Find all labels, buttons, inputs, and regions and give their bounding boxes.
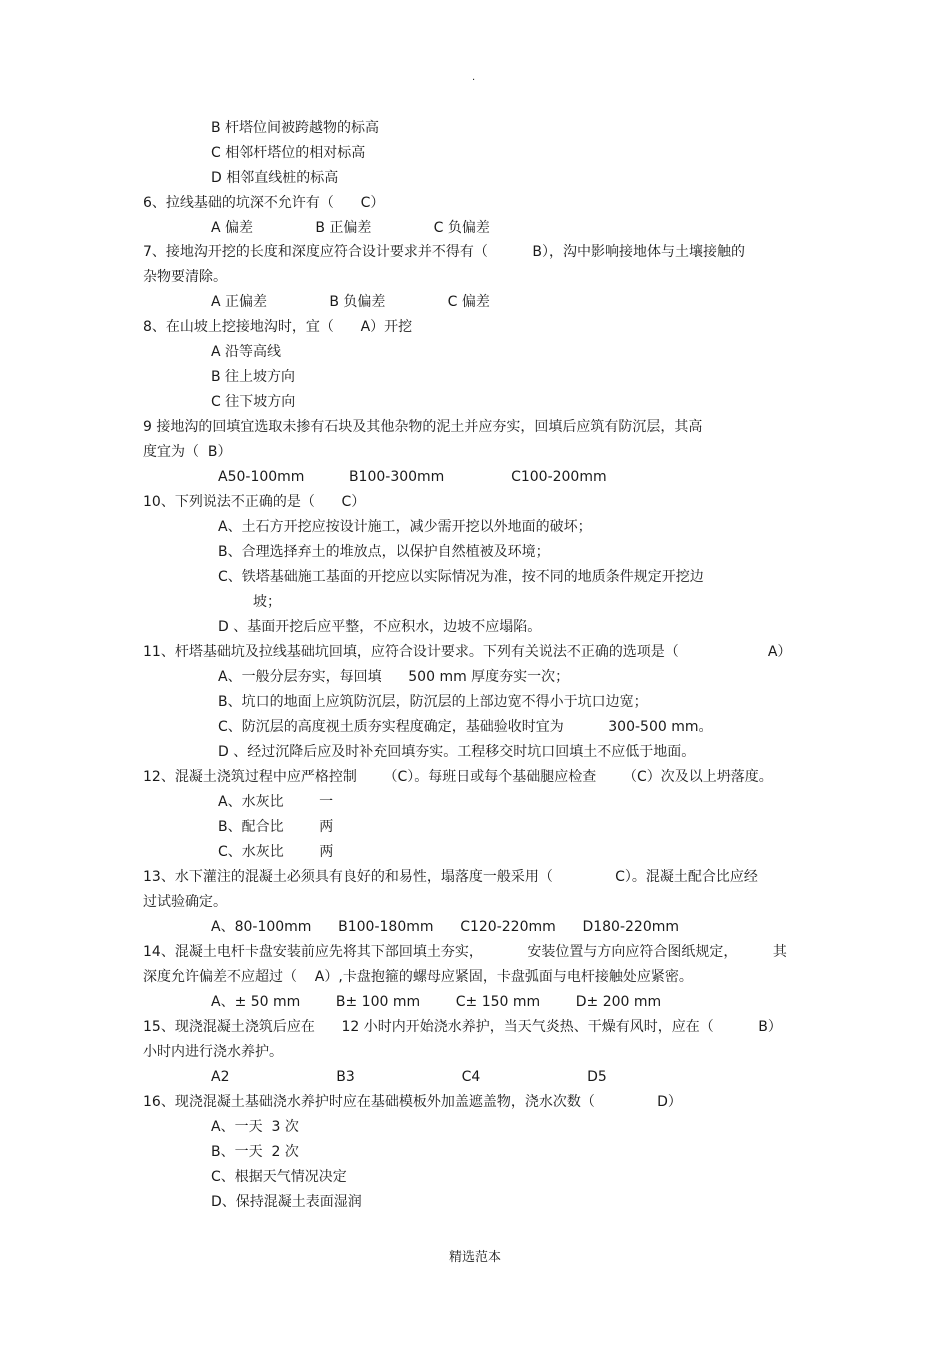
option-line: A、80-100mm B100-180mm C120-220mm D180-220mm (211, 919, 680, 935)
option-line: D、保持混凝土表面湿润 (211, 1194, 362, 1210)
header-mark: . (472, 72, 476, 83)
option-line: B、坑口的地面上应筑防沉层，防沉层的上部边宽不得小于坑口边宽； (218, 694, 648, 710)
option-line: C、水灰比 两 (218, 844, 334, 860)
question-line: 小时内进行浇水养护。 (143, 1044, 283, 1060)
question-line: 度宜为（ B） (143, 444, 232, 460)
question-line: 过试验确定。 (143, 894, 227, 910)
option-line: A、一天 3 次 (211, 1119, 299, 1135)
question-line: 10、下列说法不正确的是（ C） (143, 494, 366, 510)
option-line: A、水灰比 一 (218, 794, 334, 810)
option-line: C、根据天气情况决定 (211, 1169, 347, 1185)
question-line: 13、水下灌注的混凝土必须具有良好的和易性，塌落度一般采用（ C）。混凝土配合比应经 (143, 869, 758, 885)
option-line: A 偏差 B 正偏差 C 负偏差 (211, 220, 490, 236)
question-line: 7、接地沟开挖的长度和深度应符合设计要求并不得有（ B），沟中影响接地体与土壤接触的 (143, 244, 746, 260)
option-line: B 往上坡方向 (211, 369, 296, 385)
option-line: A 正偏差 B 负偏差 C 偏差 (211, 294, 490, 310)
option-line: A、土石方开挖应按设计施工，减少需开挖以外地面的破坏； (218, 519, 592, 535)
option-line: B、配合比 两 (218, 819, 334, 835)
option-line: A、一般分层夯实，每回填 500 mm 厚度夯实一次； (218, 669, 570, 685)
option-line: B 杆塔位间被跨越物的标高 (211, 120, 380, 136)
option-line: C、铁塔基础施工基面的开挖应以实际情况为准，按不同的地质条件规定开挖边 (218, 569, 704, 585)
option-line: C 往下坡方向 (211, 394, 296, 410)
question-line: 16、现浇混凝土基础浇水养护时应在基础模板外加盖遮盖物，浇水次数（ D） (143, 1094, 682, 1110)
option-line: 坡； (253, 594, 281, 610)
option-line: A50-100mm B100-300mm C100-200mm (218, 469, 607, 485)
question-line: 深度允许偏差不应超过（ A）,卡盘抱箍的螺母应紧固，卡盘弧面与电杆接触处应紧密。 (143, 969, 693, 985)
question-line: 6、拉线基础的坑深不允许有（ C） (143, 195, 385, 211)
question-line: 15、现浇混凝土浇筑后应在 12 小时内开始浇水养护，当天气炎热、干燥有风时，应在（ B） (143, 1019, 782, 1035)
option-line: C、防沉层的高度视土质夯实程度确定，基础验收时宜为 300-500 mm。 (218, 719, 713, 735)
option-line: A、± 50 mm B± 100 mm C± 150 mm D± 200 mm (211, 994, 662, 1010)
page-footer: 精选范本 (448, 1250, 501, 1265)
option-line: B、一天 2 次 (211, 1144, 299, 1160)
question-line: 杂物要清除。 (143, 269, 227, 285)
option-line: D 、经过沉降后应及时补充回填夯实。工程移交时坑口回填土不应低于地面。 (218, 744, 696, 760)
option-line: A2 B3 C4 D5 (211, 1069, 607, 1085)
option-line: D 相邻直线桩的标高 (211, 170, 339, 186)
question-line: 8、在山坡上挖接地沟时，宜（ A）开挖 (143, 319, 413, 335)
question-line: 11、杆塔基础坑及拉线基础坑回填，应符合设计要求。下列有关说法不正确的选项是（ A） (143, 644, 792, 660)
option-line: C 相邻杆塔位的相对标高 (211, 145, 366, 161)
option-line: A 沿等高线 (211, 344, 282, 360)
option-line: B、合理选择弃土的堆放点，以保护自然植被及环境； (218, 544, 550, 560)
question-line: 9 接地沟的回填宜选取未掺有石块及其他杂物的泥土并应夯实，回填后应筑有防沉层，其高 (143, 419, 703, 435)
question-line: 14、混凝土电杆卡盘安装前应先将其下部回填土夯实， 安装位置与方向应符合图纸规定， 其 (143, 944, 787, 960)
option-line: D 、基面开挖后应平整，不应积水，边坡不应塌陷。 (218, 619, 542, 635)
question-line: 12、混凝土浇筑过程中应严格控制 （C）。每班日或每个基础腿应检查 （C）次及以上坍落度。 (143, 769, 773, 785)
